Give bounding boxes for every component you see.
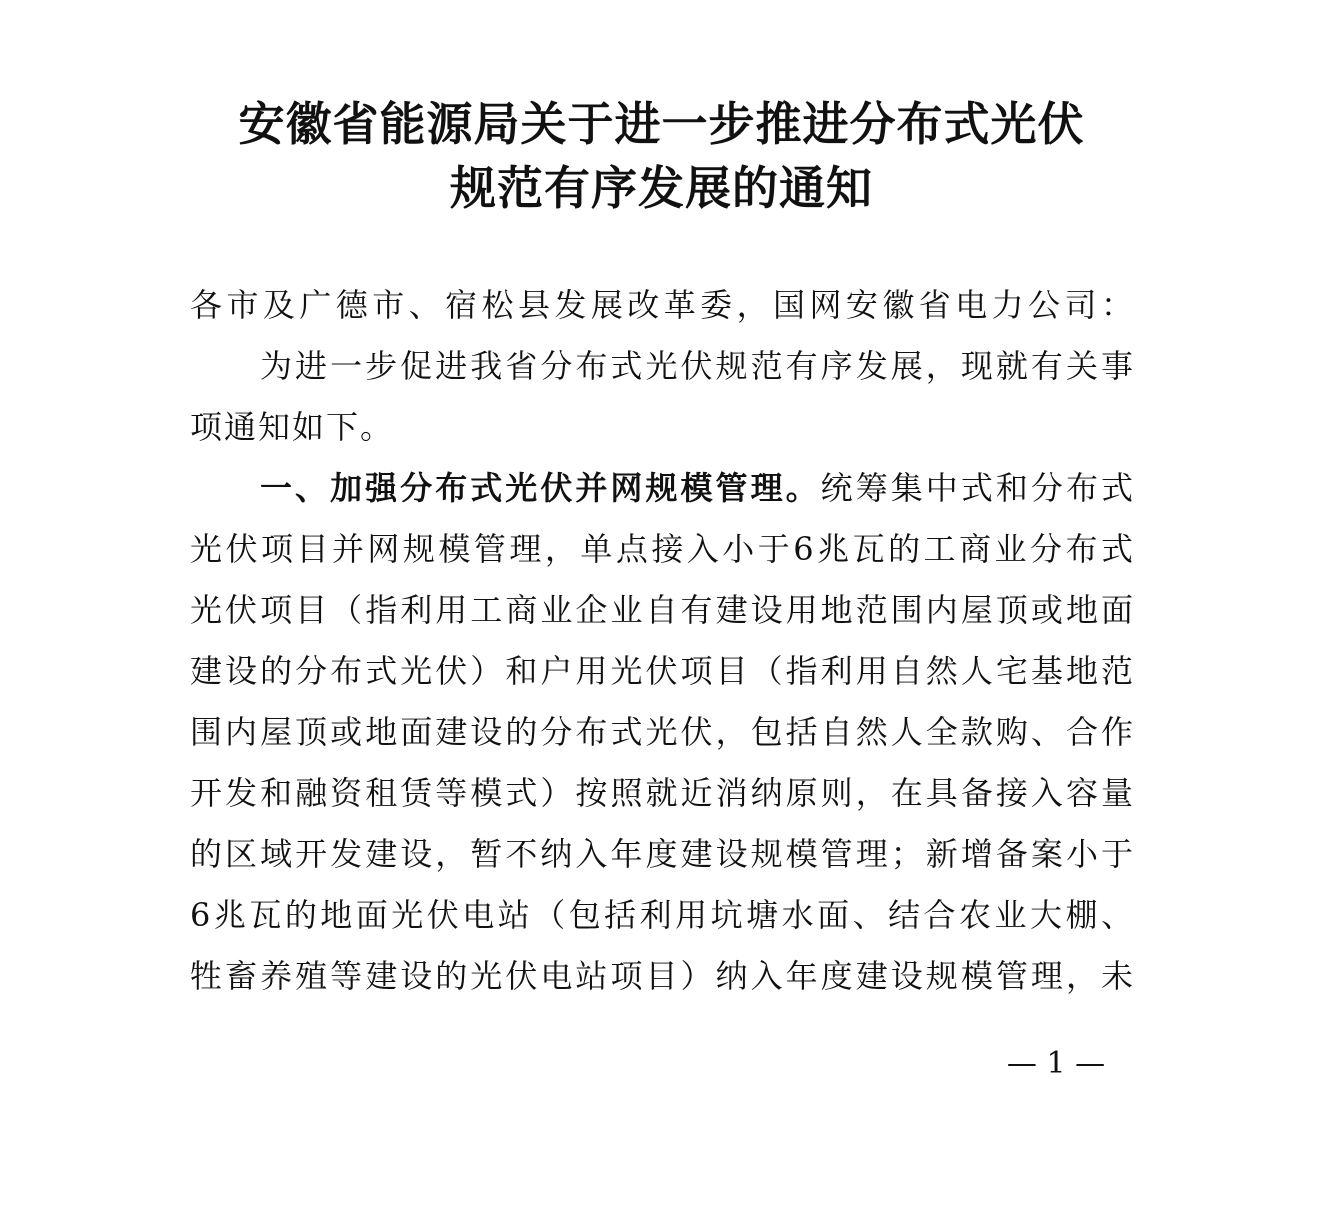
section-1-heading: 一、加强分布式光伏并网规模管理。 [260, 469, 821, 507]
section-1-line: 牲畜养殖等建设的光伏电站项目）纳入年度建设规模管理，未 [190, 957, 1135, 995]
document-title-line-2: 规范有序发展的通知 [450, 161, 873, 215]
section-1-line: 开发和融资租赁等模式）按照就近消纳原则，在具备接入容量 [190, 774, 1135, 812]
section-1-line: 光伏项目（指利用工商业企业自有建设用地范围内屋顶或地面 [190, 591, 1135, 629]
page-number: — 1 — [1006, 1046, 1106, 1081]
document-body [190, 275, 1135, 1007]
section-1-first-line-text: 统筹集中式和分布式 [820, 469, 1135, 507]
intro-line-1: 为进一步促进我省分布式光伏规范有序发展，现就有关事 [260, 347, 1135, 385]
section-1-line: 围内屋顶或地面建设的分布式光伏，包括自然人全款购、合作 [190, 713, 1135, 751]
section-1-line: 6兆瓦的地面光伏电站（包括利用坑塘水面、结合农业大棚、 [190, 896, 1135, 934]
section-1-line: 建设的分布式光伏）和户用光伏项目（指利用自然人宅基地范 [190, 652, 1135, 690]
addressee-line: 各市及广德市、宿松县发展改革委，国网安徽省电力公司： [190, 286, 1135, 324]
document-title-line-1: 安徽省能源局关于进一步推进分布式光伏 [238, 97, 1085, 151]
section-1-first-line [190, 458, 1135, 519]
intro-line-2: 项通知如下。 [190, 408, 395, 446]
section-1-line: 光伏项目并网规模管理，单点接入小于6兆瓦的工商业分布式 [190, 530, 1135, 568]
section-1-line: 的区域开发建设，暂不纳入年度建设规模管理；新增备案小于 [190, 835, 1135, 873]
